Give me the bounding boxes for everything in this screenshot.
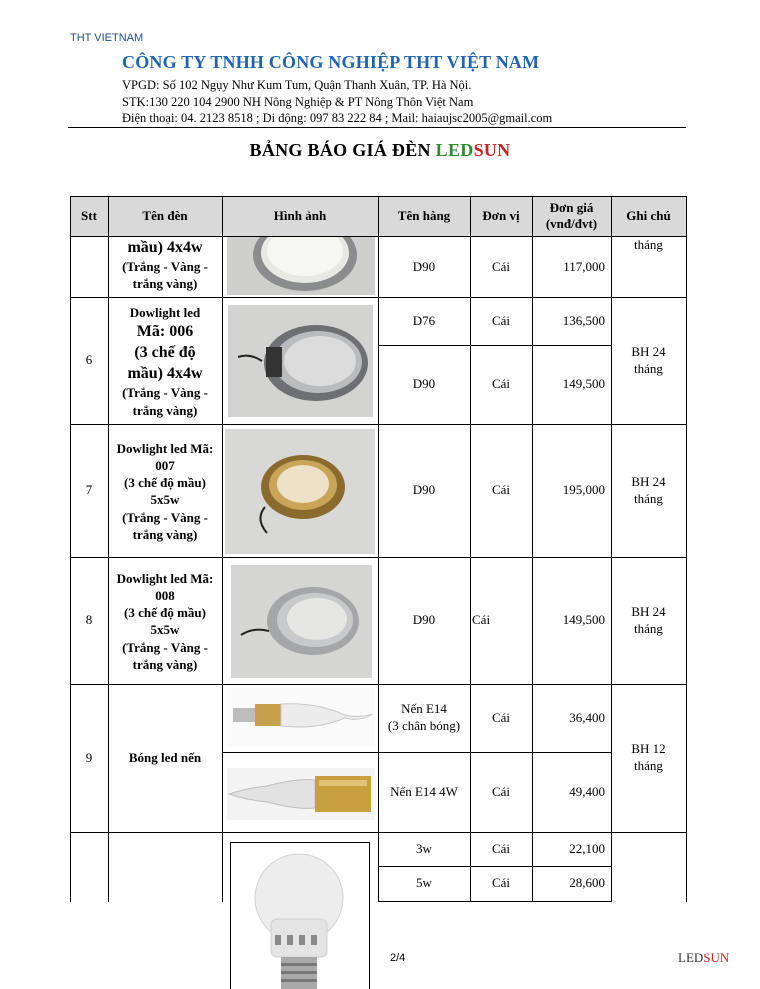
product-photo xyxy=(231,565,372,678)
item-name: Nến E14 (3 chân bóng) xyxy=(387,701,461,733)
bank-account: STK:130 220 104 2900 NH Nông Nghiệp & PT Nông Thôn Việt Nam xyxy=(122,95,474,109)
brand-label: THT VIETNAM xyxy=(70,32,144,44)
unit: Cái xyxy=(491,783,511,799)
row-stt: 9 xyxy=(85,749,93,765)
item-name: 5w xyxy=(416,875,432,891)
note: BH 24 tháng xyxy=(631,343,666,376)
unit: Cái xyxy=(472,612,491,628)
contact-info: Điện thoại: 04. 2123 8518 ; Di động: 097 83 222 84 ; Mail: haiaujsc2005@gmail.com xyxy=(122,111,553,125)
table-row xyxy=(70,237,686,297)
col-header-price: Đơn giá (vnđ/đvt) xyxy=(545,199,598,231)
price: 149,500 xyxy=(562,376,605,392)
item-name: D90 xyxy=(412,482,436,498)
price: 195,000 xyxy=(562,482,605,498)
note: tháng xyxy=(634,237,663,252)
product-photo xyxy=(225,429,375,554)
col-header-name: Tên đèn xyxy=(142,207,188,223)
company-name: CÔNG TY TNHH CÔNG NGHIỆP THT VIỆT NAM xyxy=(122,52,540,72)
header-rule xyxy=(68,127,686,128)
col-header-note: Ghi chú xyxy=(626,207,671,223)
note: BH 12 tháng xyxy=(631,741,666,773)
row-stt: 7 xyxy=(85,482,93,498)
unit: Cái xyxy=(491,258,511,274)
product-photo xyxy=(227,768,375,820)
unit: Cái xyxy=(491,840,511,856)
item-name: D76 xyxy=(412,312,436,328)
unit: Cái xyxy=(491,376,511,392)
unit: Cái xyxy=(491,709,511,725)
page-number: 2/4 xyxy=(390,952,406,964)
item-name: 3w xyxy=(416,840,432,856)
product-name: Dowlight led Mã: 008 (3 chế độ mầu) 5x5w (Trắng - Vàng - trắng vàng) xyxy=(116,571,214,672)
row-stt: 8 xyxy=(85,612,93,628)
unit: Cái xyxy=(491,875,511,891)
grid-line xyxy=(686,196,687,902)
product-photo xyxy=(227,688,375,746)
note: BH 24 tháng xyxy=(631,473,666,506)
page-title: BẢNG BÁO GIÁ ĐÈN LEDSUN xyxy=(249,140,511,160)
item-name: D90 xyxy=(412,376,436,392)
col-header-item: Tên hàng xyxy=(397,207,451,223)
product-name: Dowlight led Mã: 007 (3 chế độ mầu) 5x5w (Trắng - Vàng - trắng vàng) xyxy=(116,441,214,542)
col-header-image: Hình ảnh xyxy=(273,207,327,223)
col-header-stt: Stt xyxy=(81,207,97,223)
price: 117,000 xyxy=(563,258,605,274)
product-name: Bóng led nến xyxy=(128,749,202,765)
product-name: Dowlight led Mã: 006 (3 chế độ mầu) 4x4w (Trắng - Vàng - trắng vàng) xyxy=(122,305,208,418)
price: 149,500 xyxy=(562,612,605,628)
price: 28,600 xyxy=(569,875,605,891)
row-stt: 6 xyxy=(85,352,93,368)
product-name: mầu) 4x4w (Trắng - Vàng - trắng vàng) xyxy=(122,239,208,292)
item-name: D90 xyxy=(412,612,436,628)
price: 36,400 xyxy=(569,709,605,725)
product-photo xyxy=(230,842,370,989)
unit: Cái xyxy=(491,482,511,498)
col-header-unit: Đơn vị xyxy=(482,207,520,223)
item-name: Nến E14 4W xyxy=(390,783,458,799)
item-name: D90 xyxy=(412,258,436,274)
price: 22,100 xyxy=(569,840,605,856)
price: 49,400 xyxy=(569,783,605,799)
unit: Cái xyxy=(491,312,511,328)
grid-line xyxy=(222,196,223,902)
price: 136,500 xyxy=(562,312,605,328)
grid-line xyxy=(378,901,611,902)
product-photo xyxy=(228,305,373,417)
product-photo xyxy=(227,237,375,295)
office-address: VPGD: Số 102 Ngụy Như Kum Tum, Quận Thanh Xuân, TP. Hà Nội. xyxy=(122,78,472,92)
footer-brand: LEDSUN xyxy=(678,950,730,965)
note: BH 24 tháng xyxy=(631,603,666,636)
